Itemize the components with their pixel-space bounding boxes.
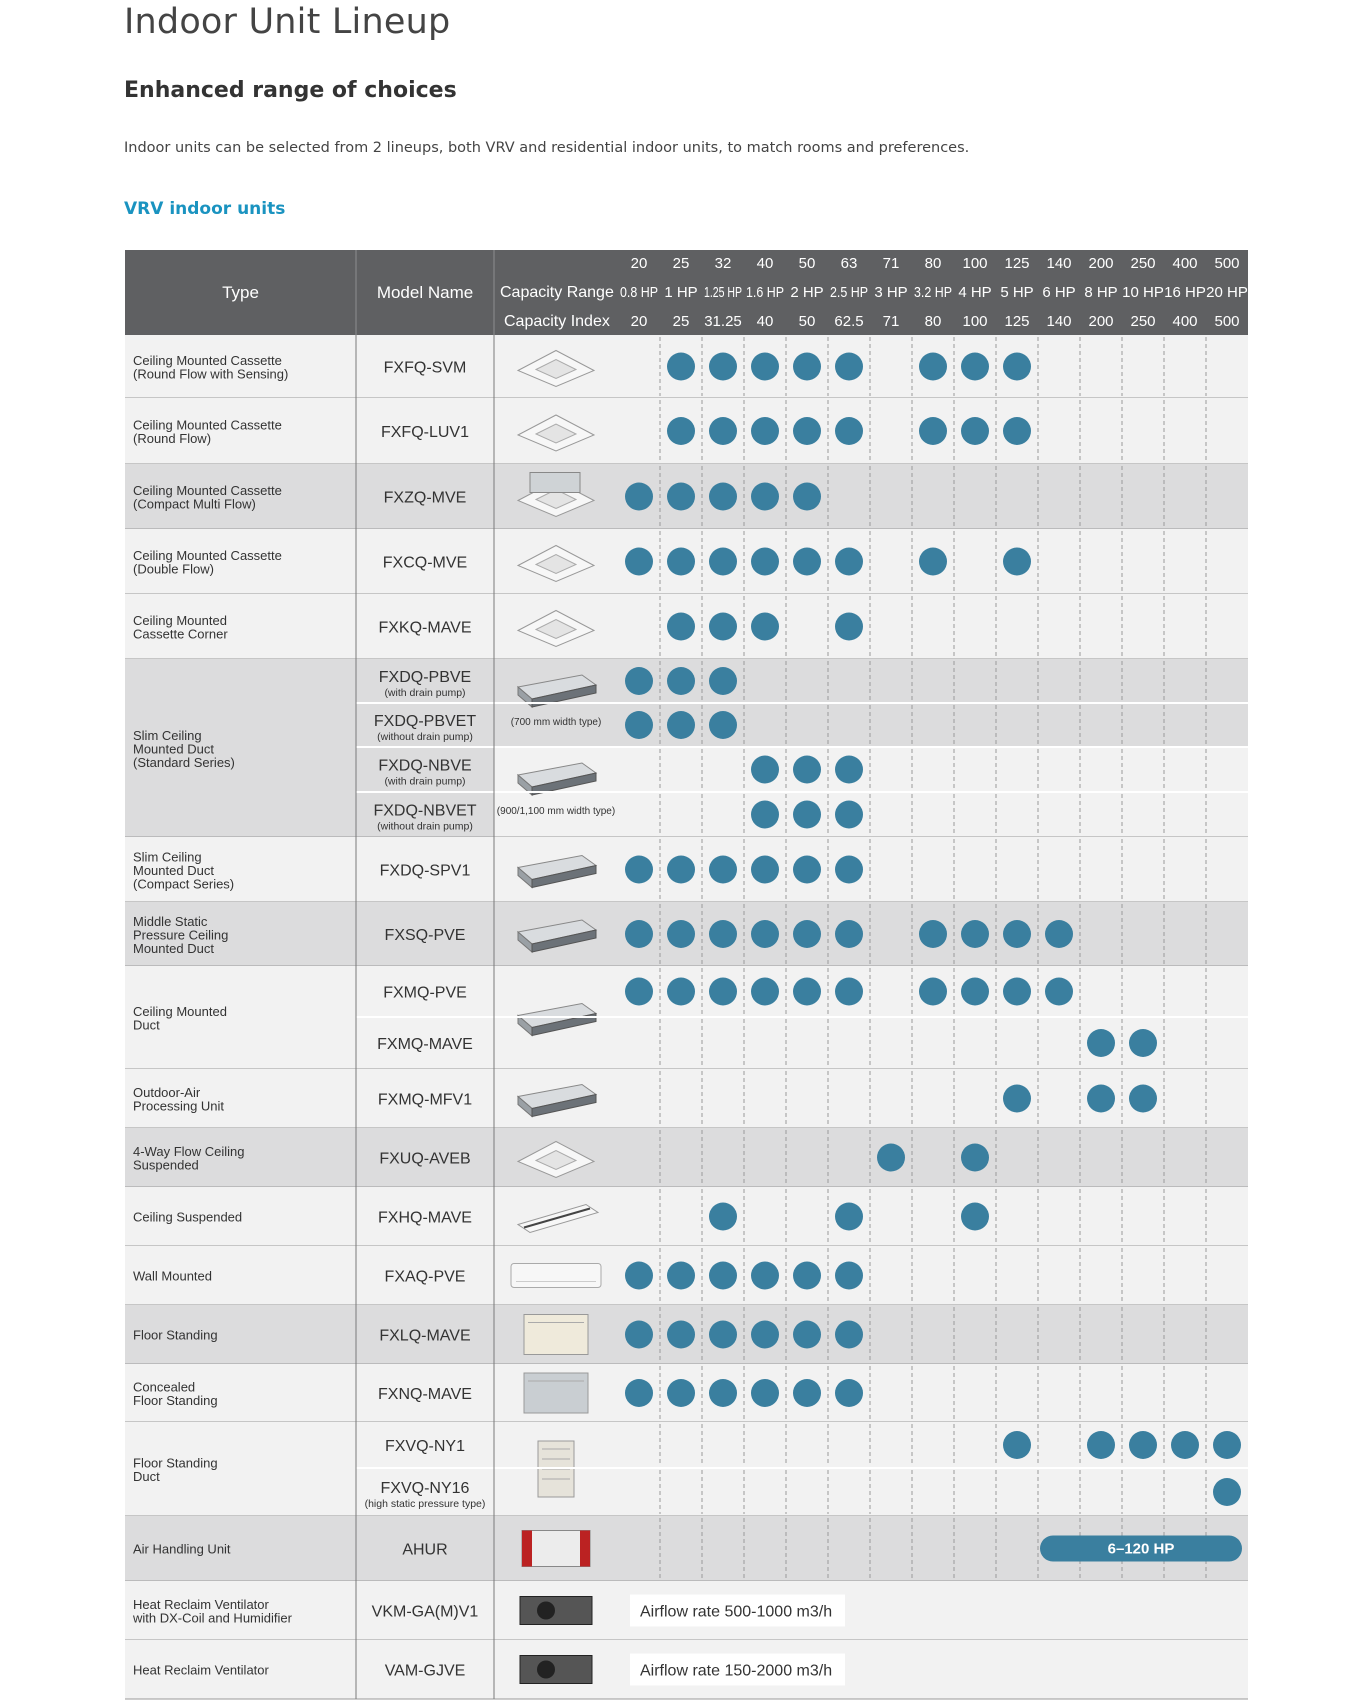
model-name: FXZQ-MVE xyxy=(383,489,467,507)
type-label: Middle Static xyxy=(133,914,208,929)
row-bg xyxy=(494,1640,1248,1699)
concealed-floor-icon xyxy=(524,1373,588,1413)
row-bg xyxy=(494,529,1248,594)
header-hp: 1.25 HP xyxy=(704,284,742,301)
header-index: 125 xyxy=(1004,313,1030,330)
availability-dot-25 xyxy=(667,920,695,948)
capacity-range-label: 6–120 HP xyxy=(1107,1540,1175,1558)
availability-dot-20 xyxy=(625,1379,653,1407)
model-note: (without drain pump) xyxy=(377,731,473,743)
availability-dot-25 xyxy=(667,1321,695,1349)
availability-dot-125 xyxy=(1003,548,1031,576)
header-class-200: 200 xyxy=(1088,255,1114,272)
type-label: Mounted Duct xyxy=(133,741,214,757)
availability-dot-40 xyxy=(751,920,779,948)
availability-dot-250 xyxy=(1129,1085,1157,1113)
unit-group xyxy=(125,398,1248,464)
availability-dot-500 xyxy=(1213,1431,1241,1459)
type-label: with DX-Coil and Humidifier xyxy=(133,1610,292,1626)
type-label: Ceiling Mounted Cassette xyxy=(133,483,282,498)
type-label: Air Handling Unit xyxy=(133,1541,231,1557)
availability-dot-125 xyxy=(1003,417,1031,445)
row-bg xyxy=(494,966,1248,1017)
availability-dot-500 xyxy=(1213,1478,1241,1506)
availability-dot-63 xyxy=(835,1262,863,1290)
type-label: Concealed xyxy=(133,1379,196,1395)
type-label: Ceiling Mounted Cassette xyxy=(133,548,282,563)
row-bg xyxy=(494,464,1248,529)
header-index: 200 xyxy=(1088,313,1114,330)
availability-dot-80 xyxy=(919,548,947,576)
header-hp: 1 HP xyxy=(664,284,698,301)
model-name: FXCQ-MVE xyxy=(382,554,468,572)
header-hp: 3 HP xyxy=(874,284,908,301)
availability-dot-50 xyxy=(793,978,821,1006)
model-name: FXDQ-SPV1 xyxy=(379,862,471,880)
availability-dot-63 xyxy=(835,548,863,576)
availability-dot-125 xyxy=(1003,1431,1031,1459)
type-label: (Round Flow with Sensing) xyxy=(133,366,289,382)
unit-group xyxy=(125,659,1248,837)
model-name: FXKQ-MAVE xyxy=(378,619,472,637)
header-capacity-index: Capacity Index xyxy=(504,313,610,330)
availability-dot-32 xyxy=(709,711,737,739)
availability-dot-100 xyxy=(961,920,989,948)
heat-reclaim-icon xyxy=(520,1656,592,1684)
table-body xyxy=(125,335,1248,1699)
header-model-name: Model Name xyxy=(376,283,474,302)
header-index: 62.5 xyxy=(834,313,864,330)
header-hp: 4 HP xyxy=(958,284,992,301)
availability-dot-125 xyxy=(1003,978,1031,1006)
availability-dot-32 xyxy=(709,856,737,884)
availability-dot-100 xyxy=(961,417,989,445)
type-label: Slim Ceiling xyxy=(133,849,202,865)
floor-standing-icon xyxy=(524,1315,588,1355)
model-name: FXDQ-PBVET xyxy=(373,713,477,730)
unit-group xyxy=(125,1422,1248,1516)
model-name: VAM-GJVE xyxy=(384,1662,466,1680)
availability-dot-32 xyxy=(709,613,737,641)
header-index: 250 xyxy=(1130,313,1156,330)
row-bg xyxy=(494,1581,1248,1640)
header-hp: 5 HP xyxy=(1000,284,1034,301)
model-name: FXVQ-NY16 xyxy=(380,1480,470,1497)
model-name: VKM-GA(M)V1 xyxy=(371,1603,479,1621)
availability-dot-20 xyxy=(625,1321,653,1349)
availability-dot-63 xyxy=(835,801,863,829)
availability-dot-20 xyxy=(625,548,653,576)
availability-dot-400 xyxy=(1171,1431,1199,1459)
table-header xyxy=(125,250,1248,335)
model-name: FXSQ-PVE xyxy=(384,927,466,944)
type-label: Ceiling Mounted Cassette xyxy=(133,353,282,368)
header-hp: 16 HP xyxy=(1164,284,1206,301)
availability-dot-25 xyxy=(667,856,695,884)
type-label: Heat Reclaim Ventilator xyxy=(133,1662,269,1678)
image-note: (700 mm width type) xyxy=(510,717,602,728)
availability-dot-25 xyxy=(667,483,695,511)
availability-dot-63 xyxy=(835,1379,863,1407)
intro-paragraph: Indoor units can be selected from 2 lineups, both VRV and residential indoor units, to match rooms and preferences. xyxy=(124,140,970,156)
availability-dot-125 xyxy=(1003,1085,1031,1113)
row-bg xyxy=(494,594,1248,659)
availability-dot-50 xyxy=(793,1379,821,1407)
type-label: Ceiling Suspended xyxy=(133,1209,243,1225)
header-class-71: 71 xyxy=(882,255,900,272)
availability-dot-40 xyxy=(751,801,779,829)
availability-dot-100 xyxy=(961,978,989,1006)
availability-dot-32 xyxy=(709,1203,737,1231)
availability-dot-25 xyxy=(667,667,695,695)
availability-dot-140 xyxy=(1045,978,1073,1006)
availability-dot-32 xyxy=(709,353,737,381)
availability-dot-40 xyxy=(751,613,779,641)
availability-dot-50 xyxy=(793,920,821,948)
vrv-section-title: VRV indoor units xyxy=(124,199,286,219)
wall-mounted-icon xyxy=(511,1264,601,1288)
header-class-400: 400 xyxy=(1172,255,1198,272)
availability-dot-25 xyxy=(667,353,695,381)
availability-dot-32 xyxy=(709,1262,737,1290)
page-title: Indoor Unit Lineup xyxy=(124,2,451,42)
heat-reclaim-icon xyxy=(520,1597,592,1625)
header-class-100: 100 xyxy=(962,255,988,272)
availability-dot-40 xyxy=(751,417,779,445)
header-index: 71 xyxy=(882,313,900,330)
availability-dot-20 xyxy=(625,711,653,739)
availability-dot-50 xyxy=(793,548,821,576)
availability-dot-63 xyxy=(835,417,863,445)
availability-dot-32 xyxy=(709,667,737,695)
header-hp: 8 HP xyxy=(1084,284,1118,301)
unit-group xyxy=(125,1305,1248,1364)
model-name: AHUR xyxy=(402,1541,448,1559)
header-hp: 6 HP xyxy=(1042,284,1076,301)
header-class-25: 25 xyxy=(672,255,690,272)
model-note: (with drain pump) xyxy=(384,775,466,788)
availability-dot-50 xyxy=(793,353,821,381)
availability-dot-200 xyxy=(1087,1085,1115,1113)
availability-dot-200 xyxy=(1087,1029,1115,1057)
availability-dot-250 xyxy=(1129,1431,1157,1459)
row-bg xyxy=(494,1246,1248,1305)
airflow-rate: Airflow rate 150-2000 m3/h xyxy=(640,1662,833,1680)
row-bg xyxy=(494,837,1248,902)
availability-dot-63 xyxy=(835,756,863,784)
availability-dot-40 xyxy=(751,978,779,1006)
header-index: 500 xyxy=(1214,313,1240,330)
header-hp: 20 HP xyxy=(1206,284,1248,301)
air-handling-unit-icon xyxy=(522,1531,590,1567)
row-bg xyxy=(494,747,1248,792)
availability-dot-50 xyxy=(793,856,821,884)
header-class-32: 32 xyxy=(714,255,732,272)
section-subtitle: Enhanced range of choices xyxy=(124,78,457,103)
type-label: Processing Unit xyxy=(133,1098,225,1114)
model-name: FXNQ-MAVE xyxy=(378,1386,472,1403)
header-class-250: 250 xyxy=(1130,255,1156,272)
availability-dot-25 xyxy=(667,711,695,739)
header-index: 20 xyxy=(630,313,648,330)
model-name: FXLQ-MAVE xyxy=(379,1327,471,1345)
availability-dot-25 xyxy=(667,1262,695,1290)
availability-dot-80 xyxy=(919,353,947,381)
row-bg xyxy=(494,1305,1248,1364)
availability-dot-63 xyxy=(835,1203,863,1231)
row-bg xyxy=(494,902,1248,966)
availability-dot-63 xyxy=(835,353,863,381)
unit-group xyxy=(125,1246,1248,1305)
model-name: FXMQ-MFV1 xyxy=(377,1091,473,1109)
header-index: 40 xyxy=(756,313,774,330)
availability-dot-63 xyxy=(835,978,863,1006)
model-name: FXDQ-NBVE xyxy=(378,757,472,775)
availability-dot-100 xyxy=(961,353,989,381)
availability-dot-25 xyxy=(667,978,695,1006)
availability-dot-40 xyxy=(751,483,779,511)
availability-dot-50 xyxy=(793,483,821,511)
availability-dot-63 xyxy=(835,856,863,884)
availability-dot-100 xyxy=(961,1203,989,1231)
header-capacity-range: Capacity Range xyxy=(500,284,614,301)
header-index: 50 xyxy=(798,313,816,330)
type-label: Duct xyxy=(133,1017,160,1033)
header-index: 25 xyxy=(672,313,690,330)
availability-dot-20 xyxy=(625,978,653,1006)
availability-dot-40 xyxy=(751,353,779,381)
type-label: Ceiling Mounted xyxy=(133,1004,227,1019)
availability-dot-125 xyxy=(1003,920,1031,948)
availability-dot-250 xyxy=(1129,1029,1157,1057)
unit-group xyxy=(125,902,1248,966)
availability-dot-71 xyxy=(877,1144,905,1172)
model-note: (with drain pump) xyxy=(384,687,466,699)
type-label: Suspended xyxy=(133,1157,199,1173)
row-bg xyxy=(494,335,1248,398)
header-type: Type xyxy=(222,283,259,302)
model-name: FXFQ-LUV1 xyxy=(380,424,470,441)
availability-dot-20 xyxy=(625,1262,653,1290)
airflow-rate: Airflow rate 500-1000 m3/h xyxy=(640,1603,833,1621)
unit-group xyxy=(125,529,1248,594)
header-index: 31.25 xyxy=(704,313,742,330)
header-class-500: 500 xyxy=(1214,255,1240,272)
row-bg xyxy=(494,1187,1248,1246)
unit-group xyxy=(125,1128,1248,1187)
availability-dot-40 xyxy=(751,856,779,884)
availability-dot-80 xyxy=(919,920,947,948)
availability-dot-32 xyxy=(709,483,737,511)
header-class-50: 50 xyxy=(798,255,816,272)
row-bg xyxy=(494,659,1248,703)
availability-dot-125 xyxy=(1003,353,1031,381)
type-label: Duct xyxy=(133,1469,160,1484)
unit-group xyxy=(125,335,1248,398)
availability-dot-200 xyxy=(1087,1431,1115,1459)
header-class-140: 140 xyxy=(1046,255,1072,272)
availability-dot-32 xyxy=(709,417,737,445)
model-name: FXUQ-AVEB xyxy=(379,1150,471,1168)
unit-group xyxy=(125,464,1248,529)
type-label: Mounted Duct xyxy=(133,863,214,878)
model-name: FXMQ-PVE xyxy=(383,984,467,1002)
availability-dot-25 xyxy=(667,613,695,641)
availability-dot-25 xyxy=(667,548,695,576)
unit-group xyxy=(125,1187,1248,1246)
model-name: FXVQ-NY1 xyxy=(384,1438,466,1455)
header-index: 400 xyxy=(1172,313,1198,330)
availability-dot-40 xyxy=(751,1262,779,1290)
availability-dot-32 xyxy=(709,978,737,1006)
model-note: (high static pressure type) xyxy=(364,1498,486,1510)
header-hp: 3.2 HP xyxy=(914,284,952,301)
type-label: (Standard Series) xyxy=(133,755,235,770)
header-class-125: 125 xyxy=(1004,255,1030,272)
availability-dot-20 xyxy=(625,483,653,511)
model-note: (without drain pump) xyxy=(377,820,473,833)
header-index: 80 xyxy=(924,313,942,330)
header-hp: 1.6 HP xyxy=(746,284,784,301)
type-label: Slim Ceiling xyxy=(133,728,202,743)
availability-dot-50 xyxy=(793,756,821,784)
unit-group xyxy=(125,1640,1248,1699)
model-name: FXMQ-MAVE xyxy=(377,1036,473,1053)
header-hp: 2.5 HP xyxy=(830,284,868,301)
type-label: Mounted Duct xyxy=(133,941,214,956)
availability-dot-50 xyxy=(793,1262,821,1290)
availability-dot-25 xyxy=(667,1379,695,1407)
type-label: Ceiling Mounted xyxy=(133,613,227,628)
unit-group xyxy=(125,966,1248,1069)
unit-group xyxy=(125,1364,1248,1422)
header-class-20: 20 xyxy=(630,255,648,272)
type-label: (Compact Series) xyxy=(133,876,235,892)
type-label: (Compact Multi Flow) xyxy=(133,496,256,512)
unit-group xyxy=(125,1516,1248,1581)
row-bg xyxy=(494,398,1248,464)
availability-dot-32 xyxy=(709,1321,737,1349)
availability-dot-100 xyxy=(961,1144,989,1172)
availability-dot-32 xyxy=(709,1379,737,1407)
type-label: Floor Standing xyxy=(133,1455,218,1471)
header-index: 100 xyxy=(962,313,988,330)
model-name: FXAQ-PVE xyxy=(384,1268,466,1286)
availability-dot-80 xyxy=(919,417,947,445)
type-label: Pressure Ceiling xyxy=(133,927,229,943)
type-label: Floor Standing xyxy=(133,1327,218,1343)
type-label: 4-Way Flow Ceiling xyxy=(133,1144,245,1159)
header-index: 140 xyxy=(1046,313,1072,330)
availability-dot-80 xyxy=(919,978,947,1006)
row-bg xyxy=(494,1128,1248,1187)
availability-dot-50 xyxy=(793,801,821,829)
type-label: Ceiling Mounted Cassette xyxy=(133,417,282,433)
unit-group xyxy=(125,837,1248,902)
row-bg xyxy=(494,1468,1248,1516)
header-class-63: 63 xyxy=(840,255,858,272)
row-bg xyxy=(494,703,1248,747)
availability-dot-140 xyxy=(1045,920,1073,948)
availability-dot-40 xyxy=(751,548,779,576)
type-label: (Double Flow) xyxy=(133,561,214,577)
unit-group xyxy=(125,1069,1248,1128)
type-label: (Round Flow) xyxy=(133,431,212,446)
availability-dot-50 xyxy=(793,1321,821,1349)
image-note: (900/1,100 mm width type) xyxy=(496,806,616,817)
availability-dot-63 xyxy=(835,613,863,641)
type-label: Cassette Corner xyxy=(133,626,228,642)
header-class-80: 80 xyxy=(924,255,942,272)
availability-dot-32 xyxy=(709,548,737,576)
model-name: FXFQ-SVM xyxy=(383,359,467,377)
model-name: FXDQ-NBVET xyxy=(373,802,477,820)
type-label: Heat Reclaim Ventilator xyxy=(133,1597,269,1612)
header-hp: 2 HP xyxy=(790,284,824,301)
availability-dot-20 xyxy=(625,856,653,884)
header-hp: 0.8 HP xyxy=(620,284,658,301)
header-hp: 10 HP xyxy=(1122,284,1164,301)
model-name: FXDQ-PBVE xyxy=(378,669,472,686)
model-name: FXHQ-MAVE xyxy=(378,1209,472,1227)
availability-dot-40 xyxy=(751,756,779,784)
availability-dot-63 xyxy=(835,1321,863,1349)
unit-group xyxy=(125,1581,1248,1640)
availability-dot-63 xyxy=(835,920,863,948)
availability-dot-40 xyxy=(751,1379,779,1407)
availability-dot-40 xyxy=(751,1321,779,1349)
type-label: Wall Mounted xyxy=(133,1268,212,1284)
header-class-40: 40 xyxy=(756,255,774,272)
availability-dot-20 xyxy=(625,920,653,948)
availability-dot-20 xyxy=(625,667,653,695)
availability-dot-32 xyxy=(709,920,737,948)
type-label: Outdoor-Air xyxy=(133,1085,201,1100)
unit-group xyxy=(125,594,1248,659)
row-bg xyxy=(494,1364,1248,1422)
availability-dot-25 xyxy=(667,417,695,445)
type-label: Floor Standing xyxy=(133,1393,218,1408)
availability-dot-50 xyxy=(793,417,821,445)
